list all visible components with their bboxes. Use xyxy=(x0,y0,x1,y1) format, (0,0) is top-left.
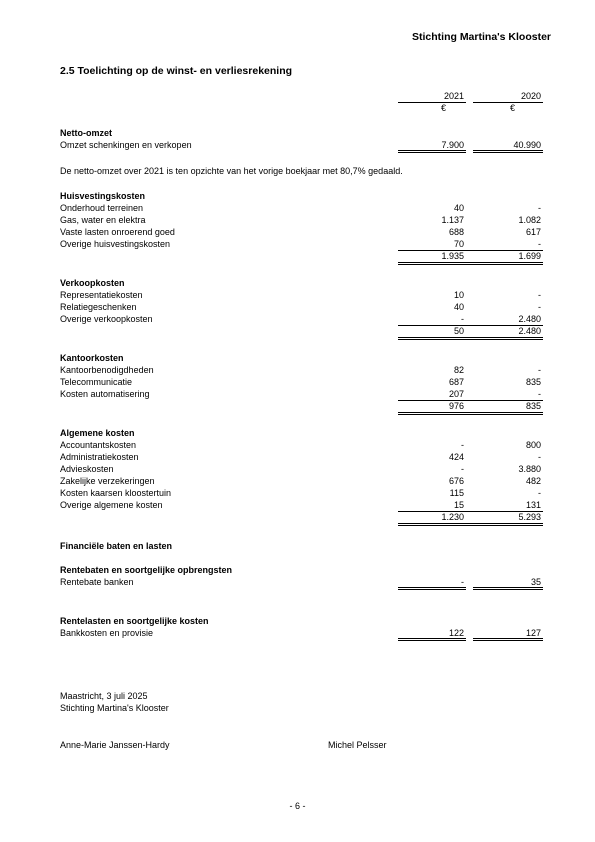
row-value-2020: - xyxy=(538,239,541,249)
row-value-2020: - xyxy=(538,389,541,399)
total-value-2020: 1.699 xyxy=(518,251,541,261)
row-value-2020: 482 xyxy=(525,476,541,486)
row-label: Overige verkoopkosten xyxy=(60,314,153,324)
row-label: Accountantskosten xyxy=(60,440,137,450)
row-value-2020: - xyxy=(538,302,541,312)
row-label: Onderhoud terreinen xyxy=(60,203,144,213)
double-rule xyxy=(473,152,543,153)
row-value-2021: 424 xyxy=(448,452,464,462)
row-label: Telecommunicatie xyxy=(60,377,133,387)
total-value-2020: 2.480 xyxy=(518,326,541,336)
currency-2020: € xyxy=(509,103,515,113)
organisation-name: Stichting Martina's Klooster xyxy=(60,703,169,713)
double-rule xyxy=(398,264,543,265)
signatory-name: Michel Pelsser xyxy=(328,740,387,750)
row-label: Zakelijke verzekeringen xyxy=(60,476,155,486)
double-rule xyxy=(398,640,466,641)
double-rule xyxy=(398,587,466,588)
row-value-2021: 82 xyxy=(453,365,464,375)
row-value-2021: - xyxy=(461,464,464,474)
row-value-2020: 800 xyxy=(525,440,541,450)
section-heading-huisvestingskosten: Huisvestingskosten xyxy=(60,191,146,201)
total-value-2020: 5.293 xyxy=(518,512,541,522)
column-year-2020: 2020 xyxy=(520,91,541,101)
page-number: - 6 - xyxy=(289,801,306,811)
row-value-2021: 1.137 xyxy=(441,215,464,225)
total-value-2021: 50 xyxy=(453,326,464,336)
row-label: Representatiekosten xyxy=(60,290,143,300)
row-value-2021: 688 xyxy=(448,227,464,237)
row-label: Administratiekosten xyxy=(60,452,139,462)
double-rule xyxy=(473,589,543,590)
row-value-2020: 835 xyxy=(525,377,541,387)
row-label: Bankkosten en provisie xyxy=(60,628,154,638)
double-rule xyxy=(473,640,543,641)
row-value-2021: 10 xyxy=(453,290,464,300)
section-heading-verkoopkosten: Verkoopkosten xyxy=(60,278,125,288)
double-rule xyxy=(398,638,466,639)
section-heading-rentelasten: Rentelasten en soortgelijke kosten xyxy=(60,616,209,626)
row-value-2020: - xyxy=(538,203,541,213)
double-rule xyxy=(398,337,543,338)
double-rule xyxy=(473,587,543,588)
row-value-2021: 40 xyxy=(453,302,464,312)
double-rule xyxy=(398,150,466,151)
row-value-2020: 617 xyxy=(525,227,541,237)
row-label: Advieskosten xyxy=(60,464,114,474)
column-year-2021: 2021 xyxy=(443,91,464,101)
total-value-2021: 1.230 xyxy=(441,512,464,522)
row-value-2021: 15 xyxy=(453,500,464,510)
row-value-2021: 40 xyxy=(453,203,464,213)
section-heading-financiele-baten-en-lasten: Financiële baten en lasten xyxy=(60,541,173,551)
row-value-2021: 687 xyxy=(448,377,464,387)
total-value-2021: 976 xyxy=(448,401,464,411)
row-value-2021: - xyxy=(461,314,464,324)
row-label: Kantoorbenodigdheden xyxy=(60,365,154,375)
row-label: Kosten kaarsen kloostertuin xyxy=(60,488,172,498)
row-value-2021: 7.900 xyxy=(441,140,464,150)
row-value-2020: 3.880 xyxy=(518,464,541,474)
section-heading-netto-omzet: Netto-omzet xyxy=(60,128,112,138)
row-value-2020: - xyxy=(538,290,541,300)
row-value-2021: 115 xyxy=(449,488,464,498)
row-value-2020: 40.990 xyxy=(513,140,541,150)
row-value-2020: - xyxy=(538,452,541,462)
double-rule xyxy=(398,525,543,526)
double-rule xyxy=(398,262,543,263)
double-rule xyxy=(473,150,543,151)
row-value-2021: 207 xyxy=(448,389,464,399)
signatory-name: Anne-Marie Janssen-Hardy xyxy=(60,740,170,750)
row-value-2020: 2.480 xyxy=(518,314,541,324)
row-label: Omzet schenkingen en verkopen xyxy=(60,140,192,150)
row-label: Overige algemene kosten xyxy=(60,500,163,510)
netto-omzet-note: De netto-omzet over 2021 is ten opzichte van het vorige boekjaar met 80,7% gedaald. xyxy=(60,166,403,176)
section-heading-kantoorkosten: Kantoorkosten xyxy=(60,353,124,363)
double-rule xyxy=(398,412,543,413)
row-label: Relatiegeschenken xyxy=(60,302,137,312)
section-heading-algemene-kosten: Algemene kosten xyxy=(60,428,135,438)
total-value-2020: 835 xyxy=(525,401,541,411)
double-rule xyxy=(398,414,543,415)
row-value-2021: - xyxy=(461,440,464,450)
row-value-2020: 127 xyxy=(525,628,541,638)
row-value-2020: 131 xyxy=(525,500,541,510)
row-value-2020: - xyxy=(538,365,541,375)
page-header: Stichting Martina's Klooster xyxy=(411,31,551,43)
row-value-2020: - xyxy=(538,488,541,498)
currency-2021: € xyxy=(440,103,446,113)
row-value-2021: - xyxy=(461,577,464,587)
row-value-2020: 1.082 xyxy=(518,215,541,225)
section-title: 2.5 Toelichting op de winst- en verliesrekening xyxy=(60,65,293,77)
double-rule xyxy=(398,339,543,340)
row-label: Vaste lasten onroerend goed xyxy=(60,227,175,237)
row-label: Kosten automatisering xyxy=(60,389,150,399)
row-label: Gas, water en elektra xyxy=(60,215,146,225)
double-rule xyxy=(398,523,543,524)
row-value-2021: 70 xyxy=(453,239,464,249)
double-rule xyxy=(398,152,466,153)
total-value-2021: 1.935 xyxy=(441,251,464,261)
row-value-2020: 35 xyxy=(530,577,541,587)
row-value-2021: 676 xyxy=(448,476,464,486)
double-rule xyxy=(473,638,543,639)
section-heading-rentebaten: Rentebaten en soortgelijke opbrengsten xyxy=(60,565,233,575)
row-label: Rentebate banken xyxy=(60,577,134,587)
double-rule xyxy=(398,589,466,590)
row-value-2021: 122 xyxy=(448,628,464,638)
row-label: Overige huisvestingskosten xyxy=(60,239,171,249)
place-and-date: Maastricht, 3 juli 2025 xyxy=(60,691,148,701)
